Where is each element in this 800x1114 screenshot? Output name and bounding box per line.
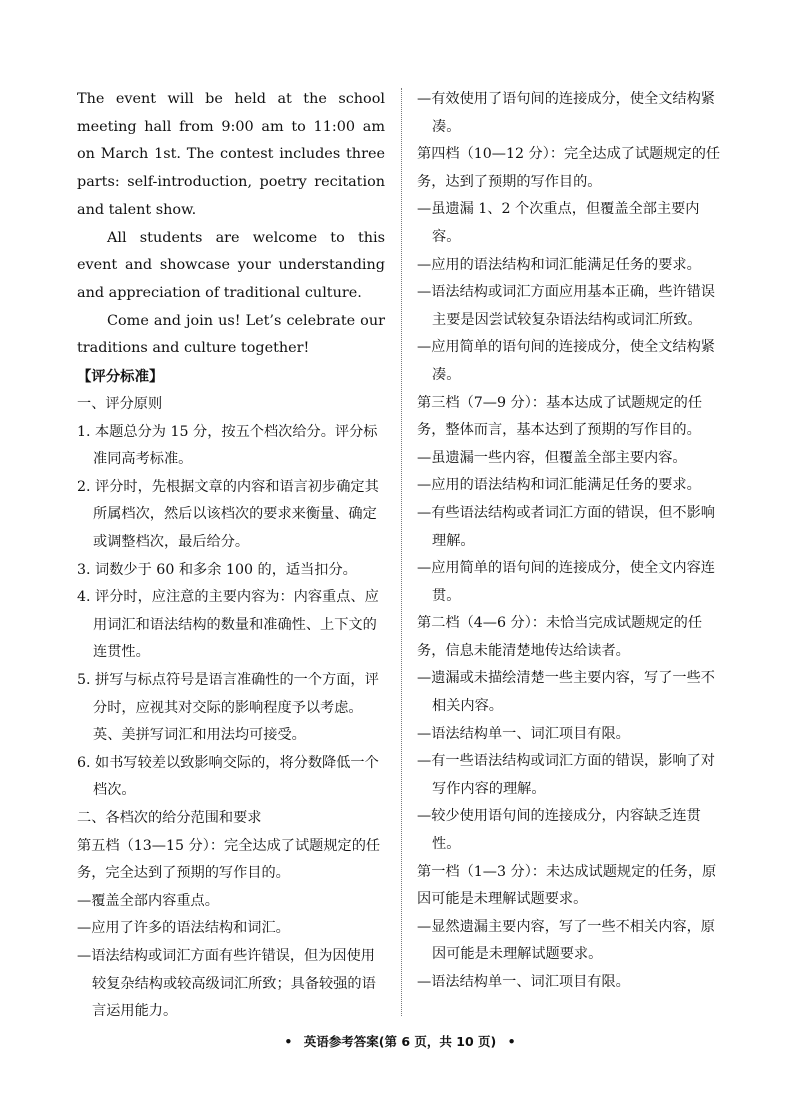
column-divider	[401, 88, 402, 1016]
closing-paragraph: Come and join us! Let’s celebrate our traditions and culture together!	[77, 312, 385, 357]
grade2-item: —有一些语法结构或词汇方面的错误，影响了对写作内容的理解。	[417, 753, 715, 797]
principle-item: 4. 评分时，应注意的主要内容为：内容重点、应用词汇和语法结构的数量和准确性、上下文的连贯性。	[77, 589, 379, 661]
event-paragraph: The event will be held at the school meeting hall from 9:00 am to 11:00 am on March 1st. The contest includes three parts: self-introduction, poetry recitation and talent show.	[77, 91, 385, 218]
grade1-title: 第一档（1—3 分）：未达成试题规定的任务，原因可能是未理解试题要求。	[417, 863, 717, 908]
principle-item: 5. 拼写与标点符号是语言准确性的一个方面，评分时，应视其对交际的影响程度予以考虑。英、美拼写词汇和用法均可接受。	[77, 671, 379, 744]
grade5-item-continued: —有效使用了语句间的连接成分，使全文结构紧凑。	[417, 91, 715, 135]
grade4-item: —语法结构或词汇方面应用基本正确，些许错误主要是因尝试较复杂语法结构或词汇所致。	[417, 284, 715, 328]
grade4-item: —应用简单的语句间的连接成分，使全文结构紧凑。	[417, 339, 715, 383]
principle-item: 2. 评分时，先根据文章的内容和语言初步确定其所属档次，然后以该档次的要求来衡量、确定或调整档次，最后给分。	[77, 478, 379, 550]
footer-bullet-left: •	[284, 1034, 293, 1049]
footer-bullet-right: •	[507, 1034, 516, 1049]
principle-item: 6. 如书写较差以致影响交际的，将分数降低一个档次。	[77, 754, 379, 799]
grade3-item: —应用简单的语句间的连接成分，使全文内容连贯。	[417, 560, 715, 604]
grade2-item: —语法结构单一、词汇项目有限。	[417, 725, 630, 742]
welcome-paragraph: All students are welcome to this event and showcase your understanding and appreciation of traditional culture.	[77, 229, 385, 301]
right-column	[417, 86, 725, 997]
page-footer	[0, 1032, 800, 1050]
principle-item: 1. 本题总分为 15 分，按五个档次给分。评分标准同高考标准。	[77, 423, 378, 468]
grade3-item: —应用的语法结构和词汇能满足任务的要求。	[417, 477, 701, 494]
grade5-item: —覆盖全部内容重点。	[77, 892, 219, 909]
grade4-item: —虽遗漏 1、2 个次重点，但覆盖全部主要内容。	[417, 201, 700, 245]
scoring-standard-heading: 【评分标准】	[77, 369, 164, 386]
grade1-item: —显然遗漏主要内容，写了一些不相关内容，原因可能是未理解试题要求。	[417, 918, 715, 963]
principle-item: 3. 词数少于 60 和多余 100 的，适当扣分。	[77, 561, 357, 578]
grade5-title: 第五档（13—15 分）：完全达成了试题规定的任务，完全达到了预期的写作目的。	[77, 837, 381, 882]
grade5-item: —语法结构或词汇方面有些许错误，但为因使用较复杂结构或较高级词汇所致；具备较强的语言运用能力。	[77, 947, 376, 1020]
grade3-item: —有些语法结构或者词汇方面的错误，但不影响理解。	[417, 504, 715, 549]
grade4-item: —应用的语法结构和词汇能满足任务的要求。	[417, 256, 701, 273]
grade5-item: —应用了许多的语法结构和词汇。	[77, 920, 290, 937]
grade4-title: 第四档（10—12 分）：完全达成了试题规定的任务，达到了预期的写作目的。	[417, 146, 721, 190]
grade2-item: —遗漏或未描绘清楚一些主要内容，写了一些不相关内容。	[417, 670, 715, 715]
grade3-item: —虽遗漏一些内容，但覆盖全部主要内容。	[417, 449, 687, 466]
left-column	[77, 86, 385, 1026]
section-grades-title: 二、各档次的给分范围和要求	[77, 809, 262, 826]
grade2-title: 第二档（4—6 分）：未恰当完成试题规定的任务，信息未能清楚地传达给读者。	[417, 615, 703, 659]
grade1-item: —语法结构单一、词汇项目有限。	[417, 974, 630, 990]
grade3-title: 第三档（7—9 分）：基本达成了试题规定的任务，整体而言，基本达到了预期的写作目的。	[417, 394, 703, 439]
grade2-item: —较少使用语句间的连接成分，内容缺乏连贯性。	[417, 808, 701, 853]
footer-page-label: 英语参考答案(第 6 页，共 10 页)	[303, 1034, 497, 1049]
section-principles-title: 一、评分原则	[77, 396, 163, 413]
